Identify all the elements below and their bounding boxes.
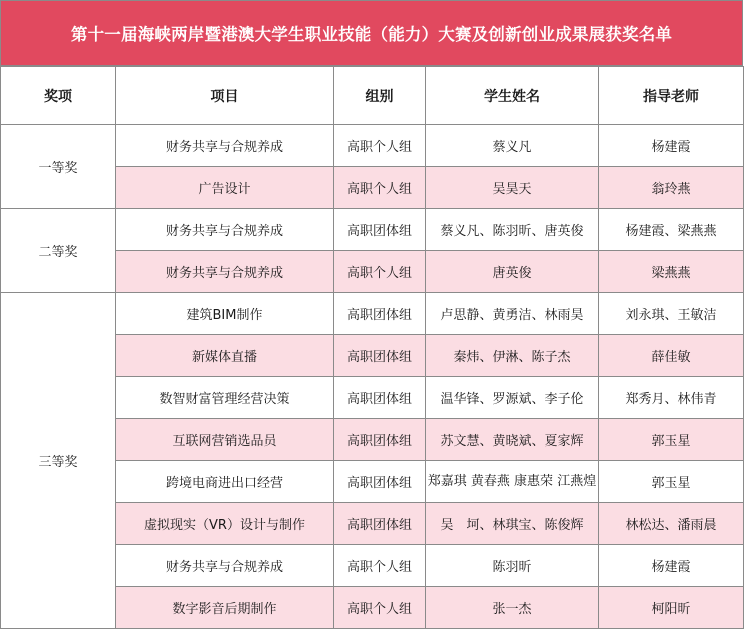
header-project: 项目 [116, 67, 334, 125]
group-cell: 高职个人组 [334, 545, 426, 587]
students-cell: 卢思静、黄勇洁、林雨昊 [426, 293, 599, 335]
prize-second: 二等奖 [1, 209, 116, 293]
students-cell: 苏文慧、黄晓斌、夏家辉 [426, 419, 599, 461]
students-cell: 张一杰 [426, 587, 599, 629]
header-students: 学生姓名 [426, 67, 599, 125]
students-cell: 吴 坷、林琪宝、陈俊辉 [426, 503, 599, 545]
advisor-cell: 翁玲燕 [599, 167, 744, 209]
group-cell: 高职团体组 [334, 461, 426, 503]
project-cell: 财务共享与合规养成 [116, 209, 334, 251]
project-cell: 广告设计 [116, 167, 334, 209]
students-text: 郑嘉琪 黄春燕 康惠荣 江燕煌 [427, 474, 597, 489]
advisor-cell: 郑秀月、林伟青 [599, 377, 744, 419]
project-cell: 数智财富管理经营决策 [116, 377, 334, 419]
header-prize: 奖项 [1, 67, 116, 125]
project-cell: 跨境电商进出口经营 [116, 461, 334, 503]
project-cell: 建筑BIM制作 [116, 293, 334, 335]
project-cell: 新媒体直播 [116, 335, 334, 377]
advisor-cell: 梁燕燕 [599, 251, 744, 293]
group-cell: 高职个人组 [334, 125, 426, 167]
prize-third: 三等奖 [1, 293, 116, 629]
advisor-cell: 杨建霞 [599, 545, 744, 587]
advisor-cell: 郭玉星 [599, 419, 744, 461]
advisor-cell: 郭玉星 [599, 461, 744, 503]
advisor-cell: 杨建霞 [599, 125, 744, 167]
group-cell: 高职团体组 [334, 209, 426, 251]
students-cell: 蔡义凡 [426, 125, 599, 167]
students-cell: 秦炜、伊淋、陈子杰 [426, 335, 599, 377]
prize-first: 一等奖 [1, 125, 116, 209]
project-cell: 虚拟现实（VR）设计与制作 [116, 503, 334, 545]
group-cell: 高职个人组 [334, 587, 426, 629]
group-cell: 高职团体组 [334, 419, 426, 461]
group-cell: 高职团体组 [334, 503, 426, 545]
group-cell: 高职个人组 [334, 167, 426, 209]
students-cell: 蔡义凡、陈羽昕、唐英俊 [426, 209, 599, 251]
table-row [1, 293, 744, 335]
group-cell: 高职团体组 [334, 335, 426, 377]
group-cell: 高职团体组 [334, 293, 426, 335]
students-cell: 温华锋、罗源斌、李子伦 [426, 377, 599, 419]
project-cell: 财务共享与合规养成 [116, 545, 334, 587]
header-group: 组别 [334, 67, 426, 125]
students-cell: 陈羽昕 [426, 545, 599, 587]
advisor-cell: 林松达、潘雨晨 [599, 503, 744, 545]
project-cell: 数字影音后期制作 [116, 587, 334, 629]
advisor-cell: 柯阳昕 [599, 587, 744, 629]
group-cell: 高职团体组 [334, 377, 426, 419]
students-cell: 唐英俊 [426, 251, 599, 293]
students-cell: 吴昊天 [426, 167, 599, 209]
table-row [1, 209, 744, 251]
project-cell: 财务共享与合规养成 [116, 251, 334, 293]
page-title: 第十一届海峡两岸暨港澳大学生职业技能（能力）大赛及创新创业成果展获奖名单 [0, 0, 743, 66]
advisor-cell: 杨建霞、梁燕燕 [599, 209, 744, 251]
table-row [1, 125, 744, 167]
table-header-row [1, 67, 744, 125]
project-cell: 互联网营销选品员 [116, 419, 334, 461]
advisor-cell: 刘永琪、王敏洁 [599, 293, 744, 335]
header-advisor: 指导老师 [599, 67, 744, 125]
group-cell: 高职个人组 [334, 251, 426, 293]
advisor-cell: 薛佳敏 [599, 335, 744, 377]
students-cell [426, 461, 599, 503]
project-cell: 财务共享与合规养成 [116, 125, 334, 167]
award-table [0, 66, 744, 629]
